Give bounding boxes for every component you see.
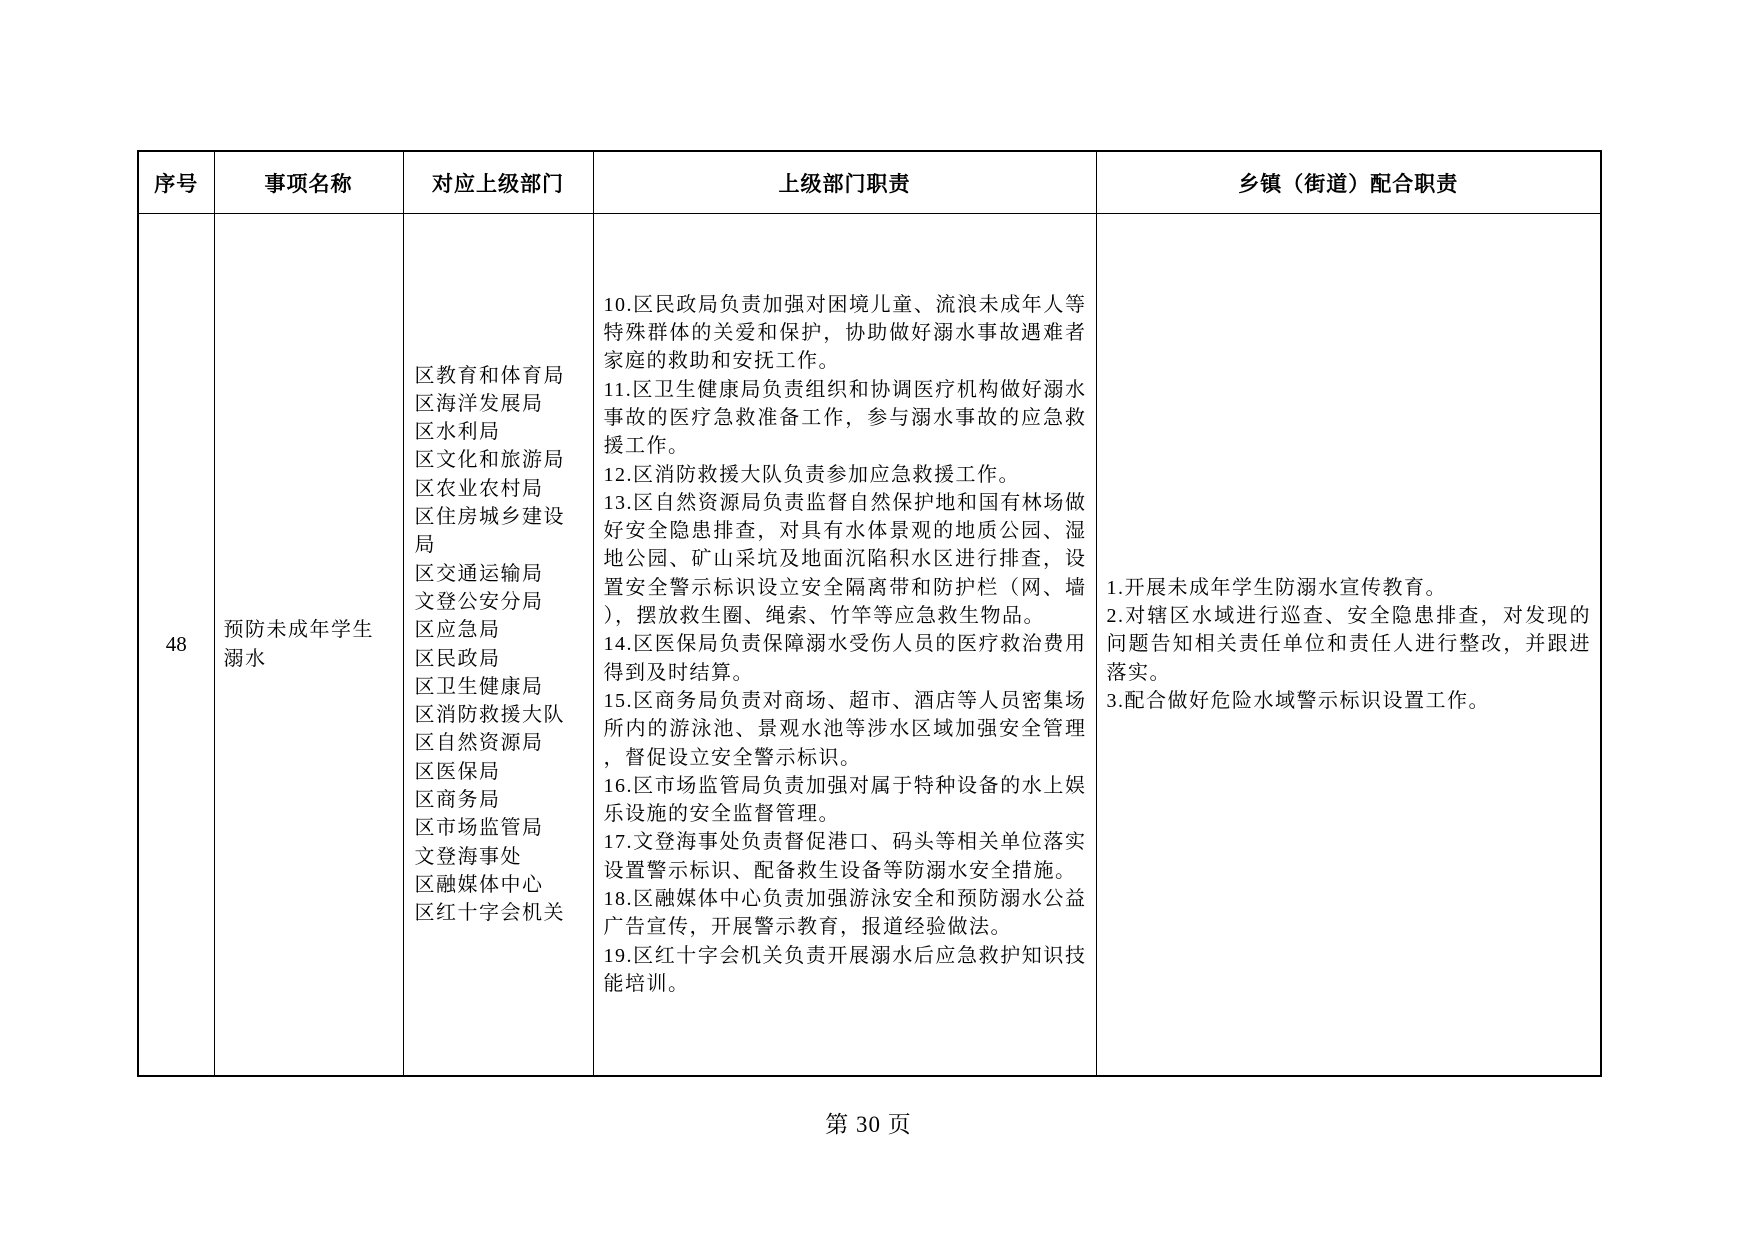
page-number: 第 30 页 — [825, 1112, 912, 1137]
table-row — [138, 214, 1601, 1077]
department-item: 区住房城乡建设局 — [414, 506, 565, 557]
superior-duty-item: 12.区消防救援大队负责参加应急救援工作。 — [603, 463, 1020, 486]
header-superior-department: 对应上级部门 — [403, 151, 593, 214]
superior-duty-item: 16.区市场监管局负责加强对属于特种设备的水上娱乐设施的安全监督管理。 — [603, 774, 1087, 826]
superior-duties-cell — [593, 214, 1096, 1077]
superior-duty-item: 17.文登海事处负责督促港口、码头等相关单位落实设置警示标识、配备救生设备等防溺水安全措施。 — [603, 831, 1087, 882]
department-item: 区应急局 — [414, 619, 501, 642]
departments-cell — [403, 214, 593, 1077]
township-duty-item: 1.开展未成年学生防溺水宣传教育。 — [1106, 576, 1447, 599]
header-serial-number: 序号 — [138, 151, 214, 214]
department-item: 区文化和旅游局 — [414, 449, 565, 472]
township-duty-item: 3.配合做好危险水域警示标识设置工作。 — [1106, 689, 1490, 712]
department-item: 区自然资源局 — [414, 732, 544, 755]
header-superior-duties: 上级部门职责 — [593, 151, 1096, 214]
item-name: 预防未成年学生溺水 — [223, 619, 374, 670]
superior-duty-item: 10.区民政局负责加强对困境儿童、流浪未成年人等特殊群体的关爱和保护，协助做好溺水事故遇难者家庭的救助和安抚工作。 — [603, 293, 1087, 373]
item-name-cell — [214, 214, 403, 1077]
department-item: 区市场监管局 — [414, 817, 544, 840]
header-township-duties: 乡镇（街道）配合职责 — [1096, 151, 1601, 214]
department-item: 文登海事处 — [414, 845, 522, 868]
department-item: 区交通运输局 — [414, 562, 544, 585]
superior-duty-item: 14.区医保局负责保障溺水受伤人员的医疗救治费用得到及时结算。 — [603, 633, 1087, 684]
serial-number-cell: 48 — [138, 214, 214, 1077]
department-item: 区医保局 — [414, 760, 501, 783]
department-item: 区水利局 — [414, 421, 501, 444]
responsibility-table — [137, 150, 1602, 1077]
superior-duty-item: 15.区商务局负责对商场、超市、酒店等人员密集场所内的游泳池、景观水池等涉水区域加强安全管理，督促设立安全警示标识。 — [603, 689, 1087, 769]
department-item: 区融媒体中心 — [414, 873, 544, 896]
table-header-row — [138, 151, 1601, 214]
department-item: 区红十字会机关 — [414, 902, 565, 925]
township-duties-cell — [1096, 214, 1601, 1077]
department-item: 区商务局 — [414, 788, 501, 811]
department-item: 区海洋发展局 — [414, 392, 544, 415]
township-duty-item: 2.对辖区水域进行巡查、安全隐患排查，对发现的问题告知相关责任单位和责任人进行整改，并跟进落实。 — [1106, 605, 1591, 684]
department-item: 区消防救援大队 — [414, 704, 565, 727]
department-item: 区卫生健康局 — [414, 675, 544, 698]
superior-duty-item: 18.区融媒体中心负责加强游泳安全和预防溺水公益广告宣传，开展警示教育，报道经验做法。 — [603, 888, 1087, 939]
header-item-name: 事项名称 — [214, 151, 403, 214]
department-item: 文登公安分局 — [414, 590, 544, 613]
superior-duty-item: 19.区红十字会机关负责开展溺水后应急救护知识技能培训。 — [603, 944, 1087, 995]
department-item: 区教育和体育局 — [414, 364, 565, 387]
superior-duty-item: 11.区卫生健康局负责组织和协调医疗机构做好溺水事故的医疗急救准备工作，参与溺水事故的应急救援工作。 — [603, 378, 1087, 458]
department-item: 区农业农村局 — [414, 477, 544, 500]
superior-duty-item: 13.区自然资源局负责监督自然保护地和国有林场做好安全隐患排查，对具有水体景观的地质公园、湿地公园、矿山采坑及地面沉陷积水区进行排查，设置安全警示标识设立安全隔离带和防护栏（网、墙），摆放救生圈、绳索、竹竿等应急救生物品。 — [603, 491, 1087, 628]
department-item: 区民政局 — [414, 647, 501, 670]
